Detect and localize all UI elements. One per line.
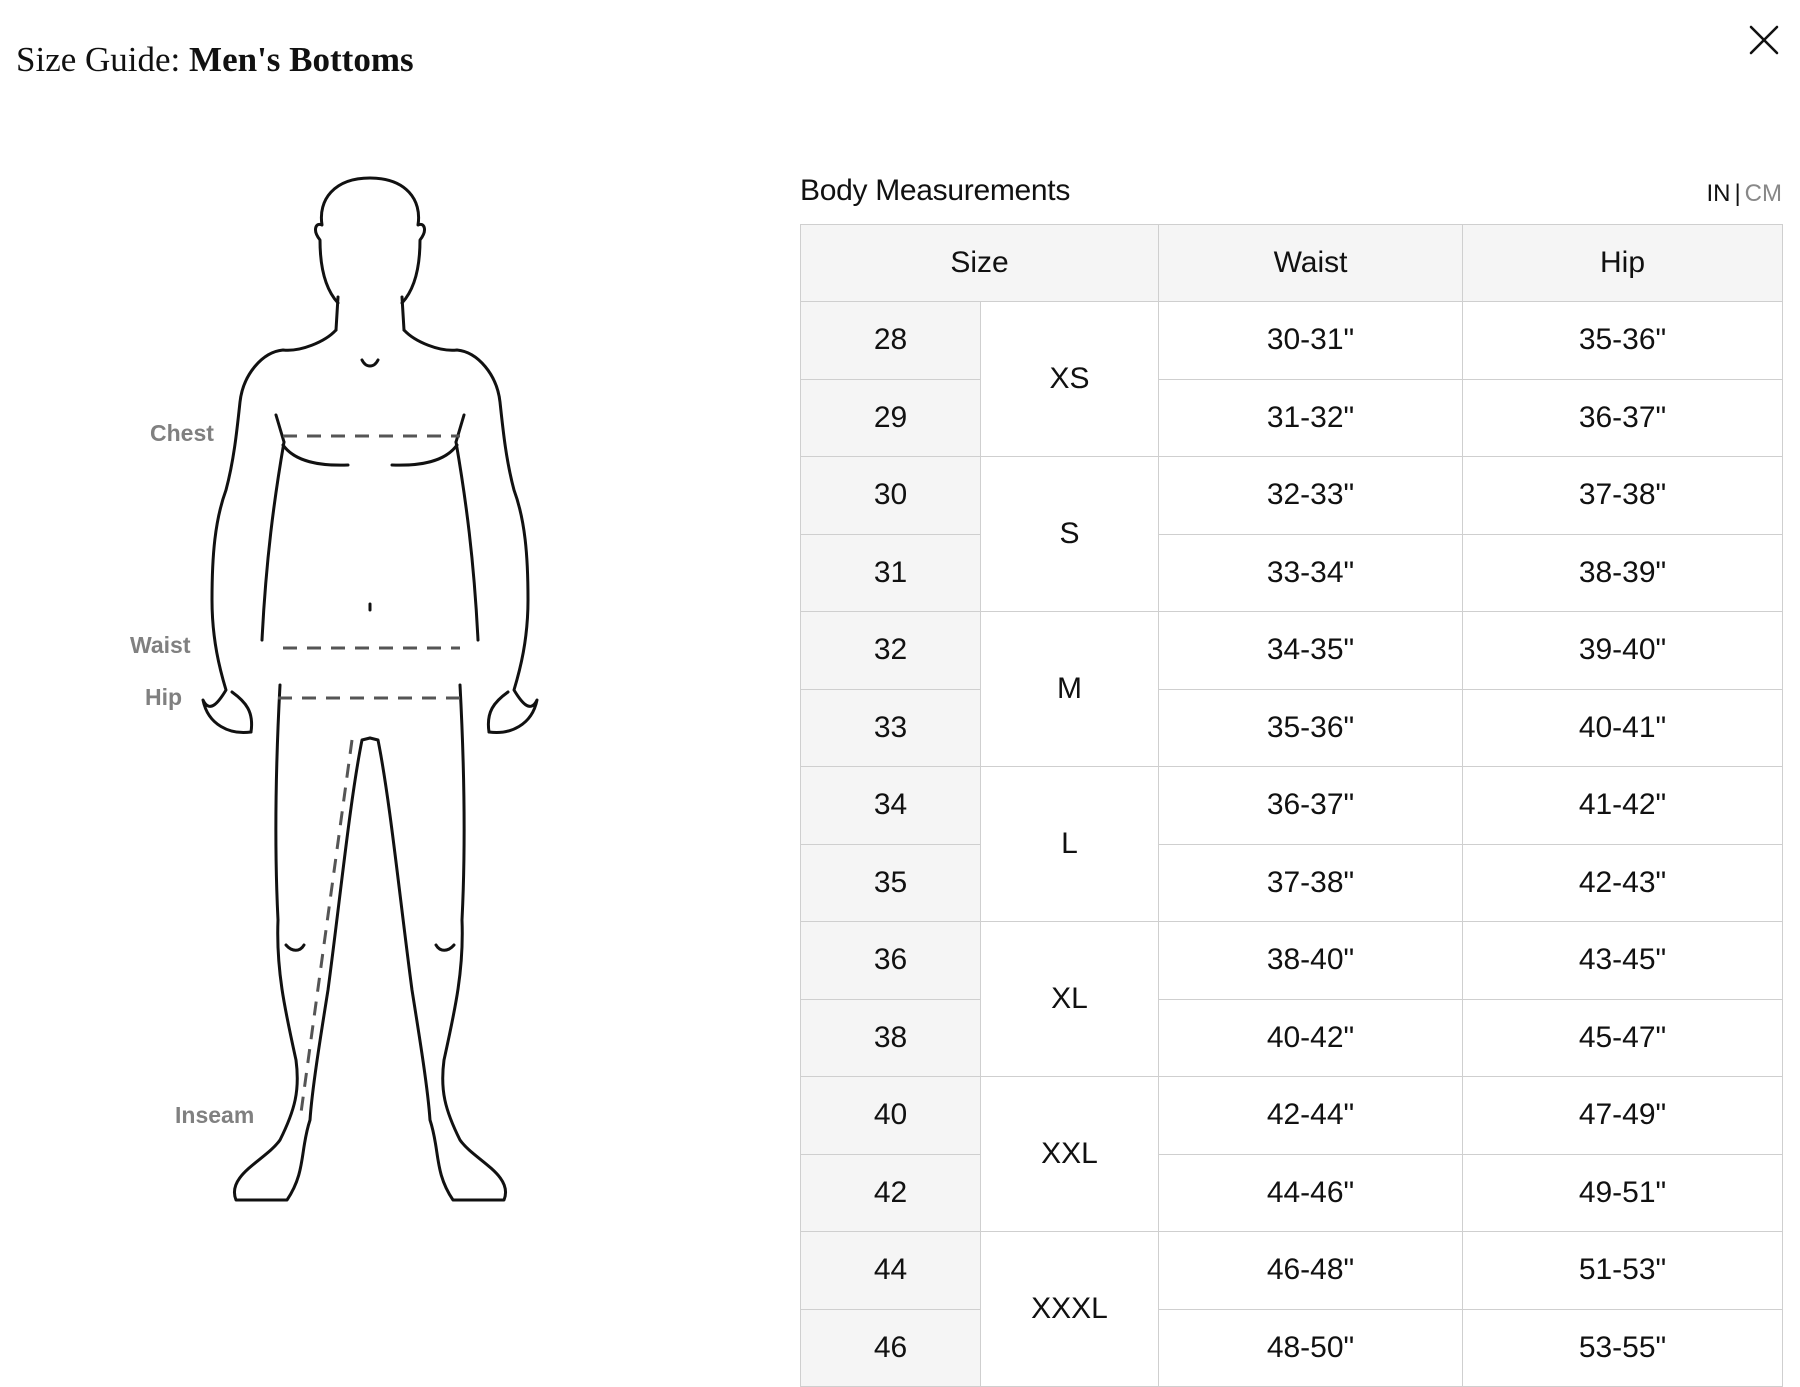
size-number-cell: 36 bbox=[801, 922, 981, 1000]
waist-header: Waist bbox=[1159, 225, 1463, 302]
size-number-cell: 46 bbox=[801, 1309, 981, 1387]
size-number-cell: 44 bbox=[801, 1232, 981, 1310]
waist-cell: 42-44" bbox=[1159, 1077, 1463, 1155]
size-number-cell: 35 bbox=[801, 844, 981, 922]
waist-cell: 37-38" bbox=[1159, 844, 1463, 922]
table-row bbox=[801, 1309, 1783, 1387]
size-letter-cell: XXXL bbox=[981, 1232, 1159, 1387]
waist-cell: 35-36" bbox=[1159, 689, 1463, 767]
hip-cell: 41-42" bbox=[1463, 767, 1783, 845]
table-header-row bbox=[801, 225, 1783, 302]
table-row bbox=[801, 302, 1783, 380]
waist-cell: 38-40" bbox=[1159, 922, 1463, 1000]
hip-cell: 53-55" bbox=[1463, 1309, 1783, 1387]
table-row bbox=[801, 1154, 1783, 1232]
hip-label: Hip bbox=[145, 684, 183, 710]
unit-separator: | bbox=[1734, 180, 1741, 207]
size-letter-cell: XXL bbox=[981, 1077, 1159, 1232]
table-row bbox=[801, 534, 1783, 612]
size-number-cell: 33 bbox=[801, 689, 981, 767]
size-number-cell: 30 bbox=[801, 457, 981, 535]
hip-cell: 35-36" bbox=[1463, 302, 1783, 380]
hip-cell: 38-39" bbox=[1463, 534, 1783, 612]
table-row bbox=[801, 689, 1783, 767]
waist-cell: 46-48" bbox=[1159, 1232, 1463, 1310]
waist-cell: 32-33" bbox=[1159, 457, 1463, 535]
size-letter-cell: S bbox=[981, 457, 1159, 612]
size-number-cell: 40 bbox=[801, 1077, 981, 1155]
size-number-cell: 31 bbox=[801, 534, 981, 612]
waist-cell: 33-34" bbox=[1159, 534, 1463, 612]
hip-cell: 39-40" bbox=[1463, 612, 1783, 690]
table-row bbox=[801, 767, 1783, 845]
page-title bbox=[16, 40, 414, 80]
inseam-label: Inseam bbox=[175, 1102, 255, 1128]
size-number-cell: 34 bbox=[801, 767, 981, 845]
size-number-cell: 28 bbox=[801, 302, 981, 380]
table-row bbox=[801, 457, 1783, 535]
table-body bbox=[801, 302, 1783, 1387]
size-number-cell: 29 bbox=[801, 379, 981, 457]
hip-cell: 47-49" bbox=[1463, 1077, 1783, 1155]
table-row bbox=[801, 379, 1783, 457]
hip-cell: 51-53" bbox=[1463, 1232, 1783, 1310]
table-row bbox=[801, 612, 1783, 690]
table-row bbox=[801, 844, 1783, 922]
title-prefix: Size Guide: bbox=[16, 40, 190, 79]
hip-cell: 37-38" bbox=[1463, 457, 1783, 535]
hip-header: Hip bbox=[1463, 225, 1783, 302]
waist-cell: 48-50" bbox=[1159, 1309, 1463, 1387]
waist-label: Waist bbox=[130, 632, 191, 658]
hip-cell: 42-43" bbox=[1463, 844, 1783, 922]
unit-cm-toggle[interactable]: CM bbox=[1744, 180, 1782, 207]
section-title: Body Measurements bbox=[800, 174, 1071, 207]
waist-cell: 30-31" bbox=[1159, 302, 1463, 380]
size-letter-cell: XS bbox=[981, 302, 1159, 457]
size-table bbox=[800, 224, 1783, 1387]
chest-label: Chest bbox=[150, 420, 214, 446]
size-header: Size bbox=[801, 225, 1159, 302]
body-diagram bbox=[110, 160, 560, 1220]
size-letter-cell: M bbox=[981, 612, 1159, 767]
table-row bbox=[801, 922, 1783, 1000]
waist-cell: 44-46" bbox=[1159, 1154, 1463, 1232]
hip-cell: 36-37" bbox=[1463, 379, 1783, 457]
unit-in-toggle[interactable]: IN bbox=[1706, 180, 1731, 207]
close-button[interactable] bbox=[1744, 20, 1784, 60]
close-icon bbox=[1744, 20, 1784, 60]
waist-cell: 31-32" bbox=[1159, 379, 1463, 457]
hip-cell: 45-47" bbox=[1463, 999, 1783, 1077]
size-letter-cell: XL bbox=[981, 922, 1159, 1077]
size-number-cell: 38 bbox=[801, 999, 981, 1077]
title-category: Men's Bottoms bbox=[189, 40, 414, 79]
size-letter-cell: L bbox=[981, 767, 1159, 922]
hip-cell: 43-45" bbox=[1463, 922, 1783, 1000]
hip-cell: 40-41" bbox=[1463, 689, 1783, 767]
table-row bbox=[801, 1232, 1783, 1310]
hip-cell: 49-51" bbox=[1463, 1154, 1783, 1232]
size-number-cell: 32 bbox=[801, 612, 981, 690]
table-row bbox=[801, 1077, 1783, 1155]
unit-toggle bbox=[1706, 180, 1782, 208]
size-number-cell: 42 bbox=[801, 1154, 981, 1232]
waist-cell: 34-35" bbox=[1159, 612, 1463, 690]
table-row bbox=[801, 999, 1783, 1077]
waist-cell: 36-37" bbox=[1159, 767, 1463, 845]
waist-cell: 40-42" bbox=[1159, 999, 1463, 1077]
